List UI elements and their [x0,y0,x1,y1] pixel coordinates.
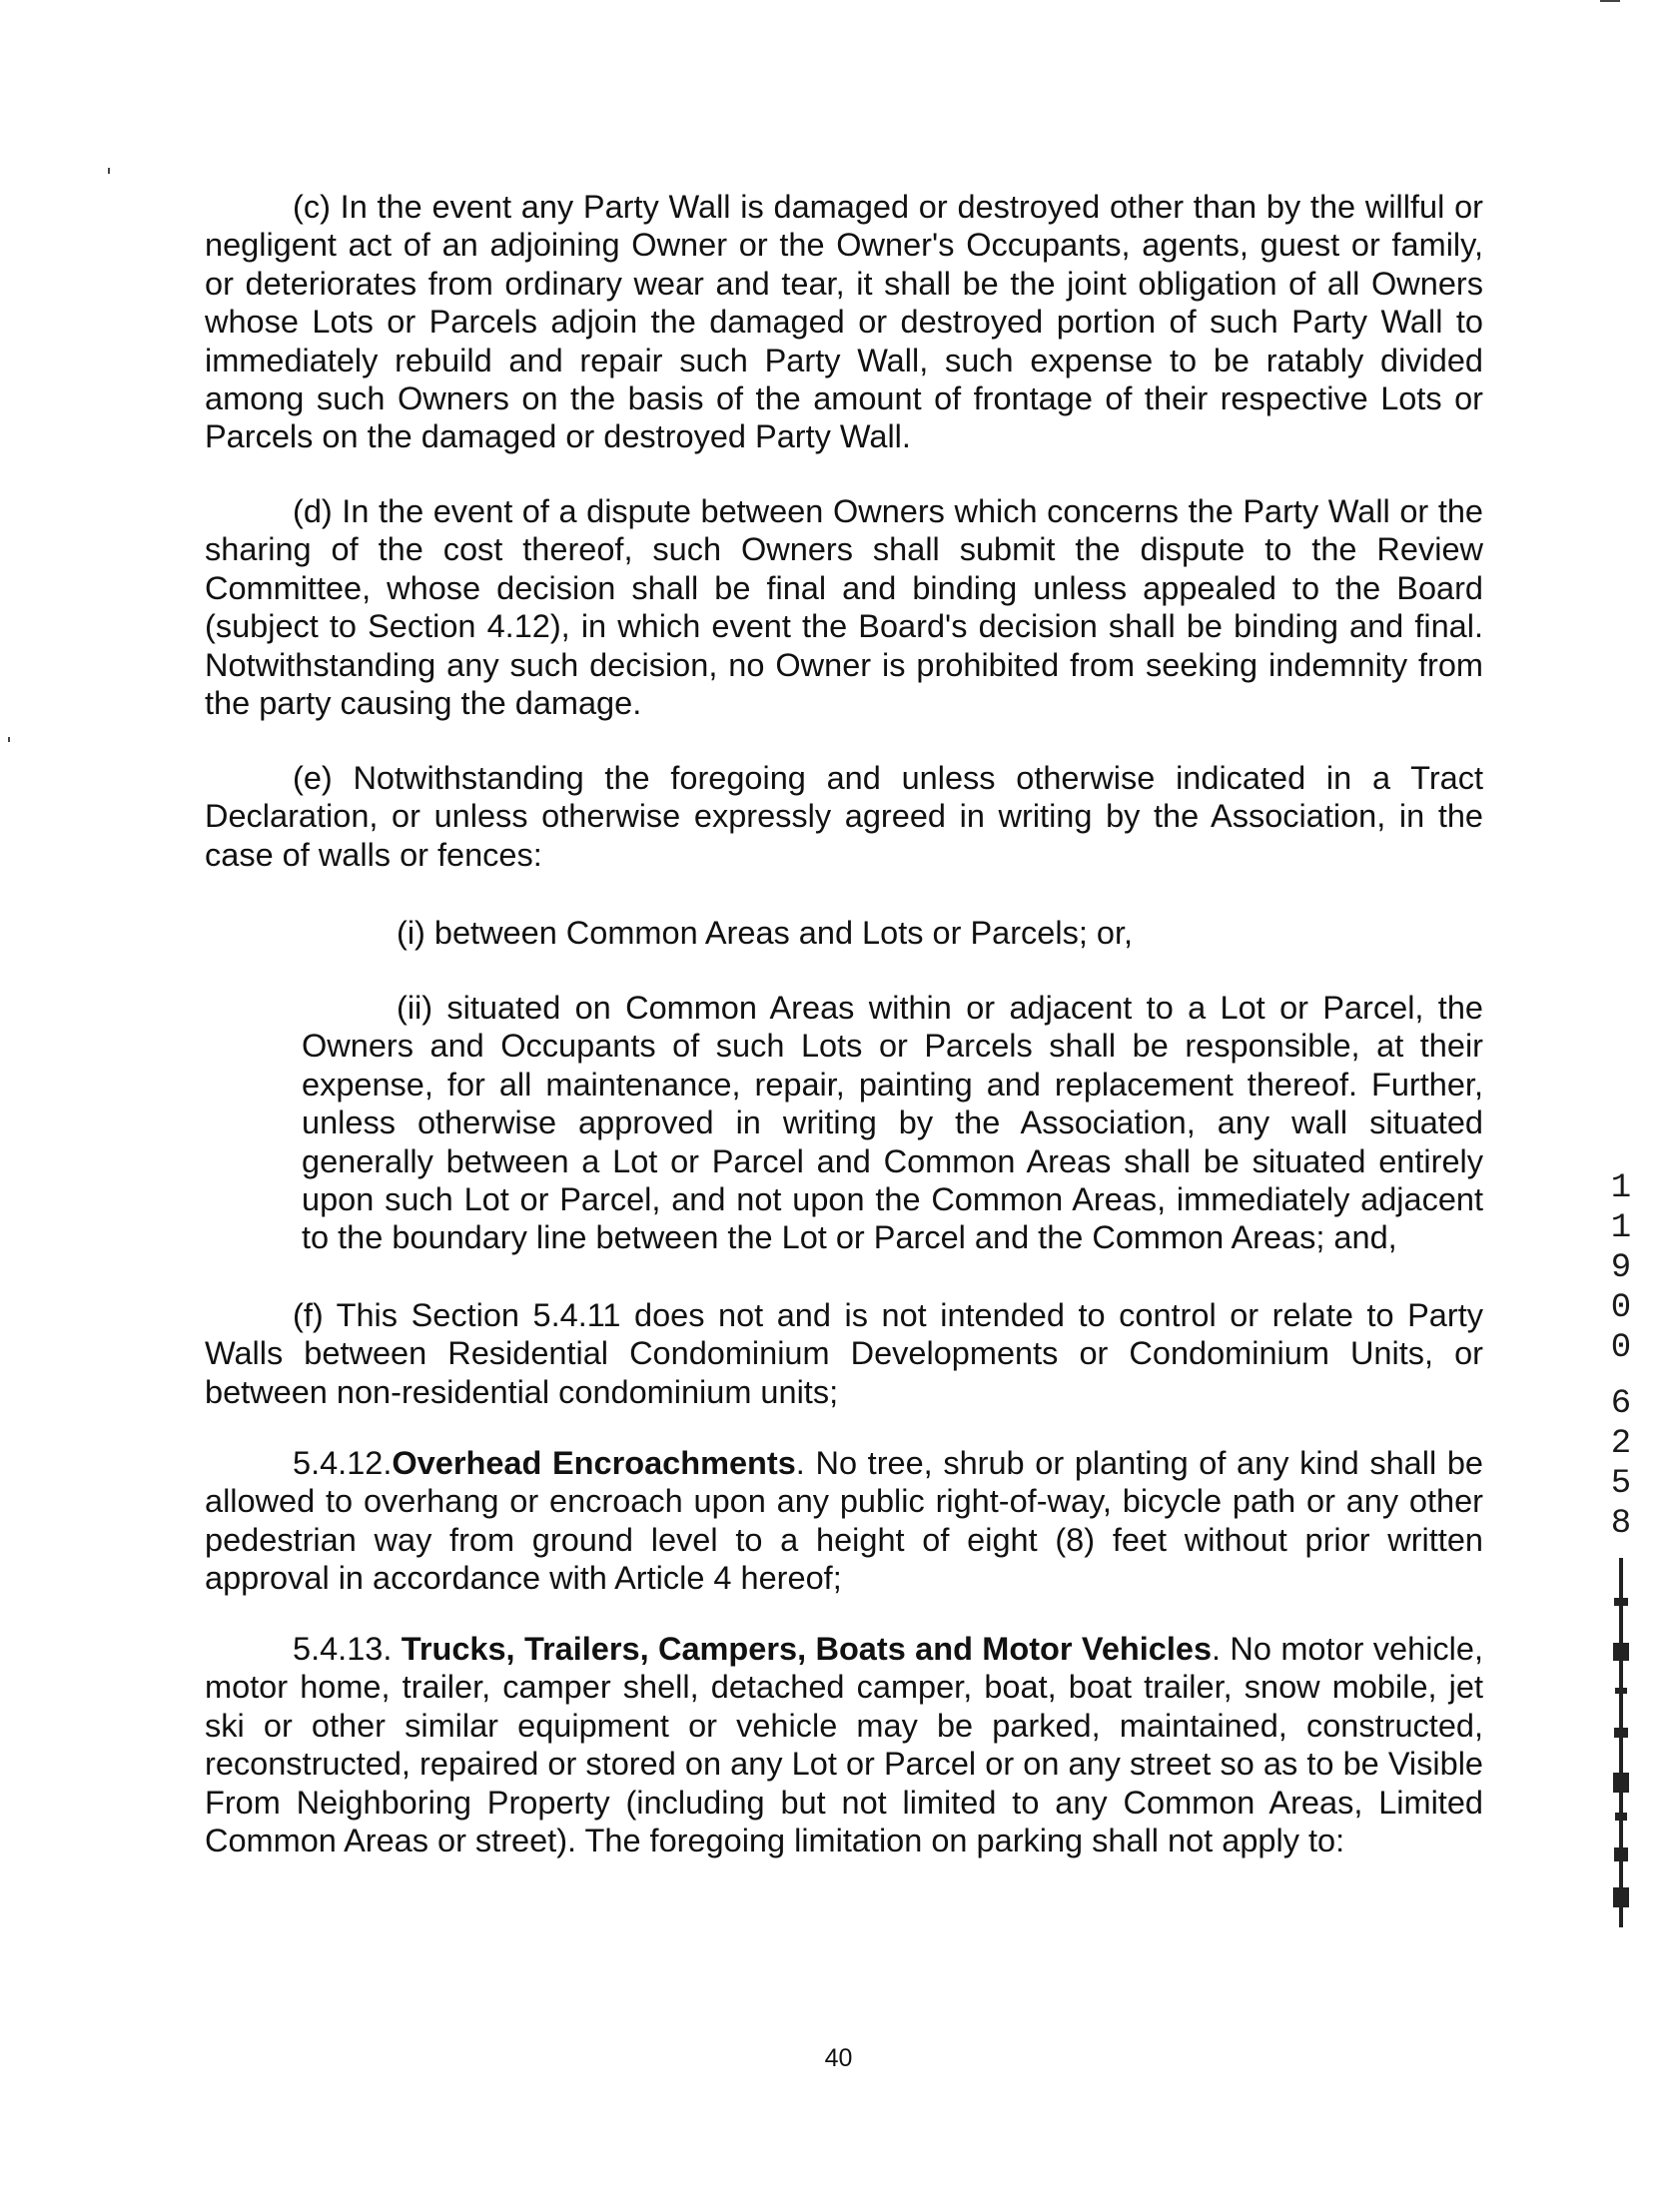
section-5-4-13-heading: Trucks, Trailers, Campers, Boats and Motor Vehicles [401,1631,1213,1667]
paragraph-e-text: (e) Notwithstanding the foregoing and unless otherwise indicated in a Tract Declaration, or unless otherwise expressly agreed in writing by the Association, in the case of walls or fences: [205,760,1483,873]
section-5-4-12-number: 5.4.12. [293,1445,393,1481]
paragraph-f-text: (f) This Section 5.4.11 does not and is not intended to control or relate to Party Walls between Residential Condominium Developments or Condominium Units, or between non-residential condominium units; [205,1297,1483,1410]
section-5-4-12-heading: Overhead Encroachments [392,1445,796,1481]
stamp-digit: 8 [1610,1505,1632,1543]
paragraph-f [205,1296,1483,1411]
stamp-digit: 6 [1610,1385,1632,1423]
margin-recording-stamp [1606,1168,1636,1544]
section-5-4-13-number: 5.4.13. [293,1631,402,1667]
paragraph-e-ii-text: (ii) situated on Common Areas within or adjacent to a Lot or Parcel, the Owners and Occupants of such Lots or Parcels shall be responsible, at their expense, for all maintenance, repair, painting and replacement thereof. Further, unless otherwise approved in writing by the Association, any wall situated generally between a Lot or Parcel and Common Areas shall be situated entirely upon such Lot or Parcel, and not upon the Common Areas, immediately adjacent to the boundary line between the Lot or Parcel and the Common Areas; and, [302,990,1483,1256]
page-number: 40 [824,2044,853,2072]
scan-speck [1600,0,1620,2]
stamp-digit: 5 [1610,1465,1632,1503]
stamp-digit: 1 [1610,1169,1632,1207]
paragraph-d [205,492,1483,722]
paragraph-c-text: (c) In the event any Party Wall is damaged or destroyed other than by the willful or negligent act of an adjoining Owner or the Owner's Occupants, agents, guest or family, or deteriorates from ordinary wear and tear, it shall be the joint obligation of all Owners whose Lots or Parcels adjoin the damaged or destroyed portion of such Party Wall to immediately rebuild and repair such Party Wall, such expense to be ratably divided among such Owners on the basis of the amount of frontage of their respective Lots or Parcels on the damaged or destroyed Party Wall. [205,189,1483,455]
stamp-digit: 2 [1610,1425,1632,1463]
paragraph-d-text: (d) In the event of a dispute between Owners which concerns the Party Wall or the sharing of the cost thereof, such Owners shall submit the dispute to the Review Committee, whose decision shall be final and binding unless appealed to the Board (subject to Section 4.12), in which event the Board's decision shall be binding and final. Notwithstanding any such decision, no Owner is prohibited from seeking indemnity from the party causing the damage. [205,493,1483,722]
scan-speck [8,737,10,742]
section-5-4-12-text: . No tree, shrub or planting of any kind shall be allowed to overhang or encroach upon any public right-of-way, bicycle path or any other pedestrian way from ground level to a height of eight (8) feet without prior written approval in accordance with Article 4 hereof; [205,1445,1483,1597]
paragraph-c [205,188,1483,456]
section-5-4-13-text: . No motor vehicle, motor home, trailer, camper shell, detached camper, boat, boat trailer, snow mobile, jet ski or other similar equipment or vehicle may be parked, maintained, constructed, reconstructed, repaired or stored on any Lot or Parcel or on any street so as to be Visible From Neighboring Property (including but not limited to any Common Areas, Limited Common Areas or street). The foregoing limitation on parking shall not apply to: [205,1631,1483,1859]
paragraph-e-i-text: (i) between Common Areas and Lots or Parcels; or, [397,915,1134,951]
paragraph-e-i [397,914,1483,952]
stamp-digit: 9 [1610,1249,1632,1287]
stamp-digit: 0 [1610,1289,1632,1327]
scan-speck [108,168,110,174]
section-5-4-12 [205,1444,1483,1598]
paragraph-e-ii [302,989,1483,1257]
section-5-4-13 [205,1630,1483,1859]
margin-barcode-mark [1610,1558,1632,1927]
stamp-digit: 1 [1610,1209,1632,1247]
paragraph-e [205,759,1483,874]
stamp-digit: 0 [1610,1329,1632,1367]
